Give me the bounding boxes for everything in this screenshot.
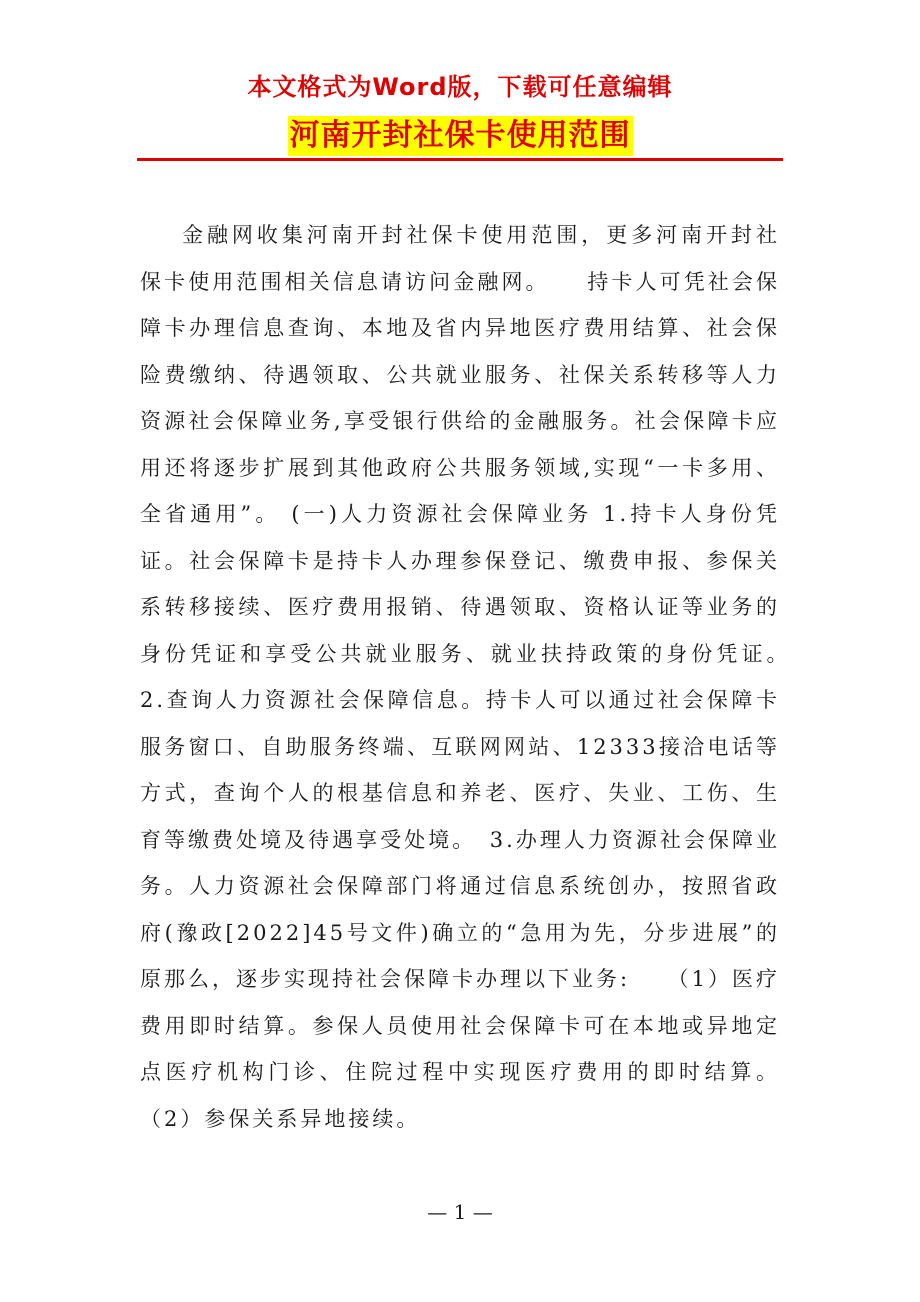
body-paragraph: 金融网收集河南开封社保卡使用范围，更多河南开封社保卡使用范围相关信息请访问金融网。 持卡人可凭社会保障卡办理信息查询、本地及省内异地医疗费用结算、社会保险费缴纳、待遇领取、公共就业服务、社保关系转移等人力资源社会保障业务,享受银行供给的金融服务。社会保障卡应用还将逐步扩展到其他政府公共服务领域,实现“一卡多用、全省通用”。 (一)人力资源社会保障业务 1.持卡人身份凭证。社会保障卡是持卡人办理参保登记、缴费申报、参保关系转移接续、医疗费用报销、待遇领取、资格认证等业务的身份凭证和享受公共就业服务、就业扶持政策的身份凭证。 2.查询人力资源社会保障信息。持卡人可以通过社会保障卡服务窗口、自助服务终端、互联网网站、12333接洽电话等方式，查询个人的根基信息和养老、医疗、失业、工伤、生育等缴费处境及待遇享受处境。 3.办理人力资源社会保障业务。人力资源社会保障部门将通过信息系统创办，按照省政府(豫政[2022]45号文件)确立的“急用为先，分步进展”的原那么，逐步实现持社会保障卡办理以下业务: （1）医疗费用即时结算。参保人员使用社会保障卡可在本地或异地定点医疗机构门诊、住院过程中实现医疗费用的即时结算。 （2）参保关系异地接续。	[140, 223, 804, 1131]
title-divider	[137, 158, 783, 161]
title-wrapper	[0, 116, 920, 156]
format-notice: 本文格式为Word版，下载可任意编辑	[247, 73, 673, 101]
page-number: — 1 —	[427, 1200, 493, 1224]
document-title: 河南开封社保卡使用范围	[288, 116, 633, 156]
